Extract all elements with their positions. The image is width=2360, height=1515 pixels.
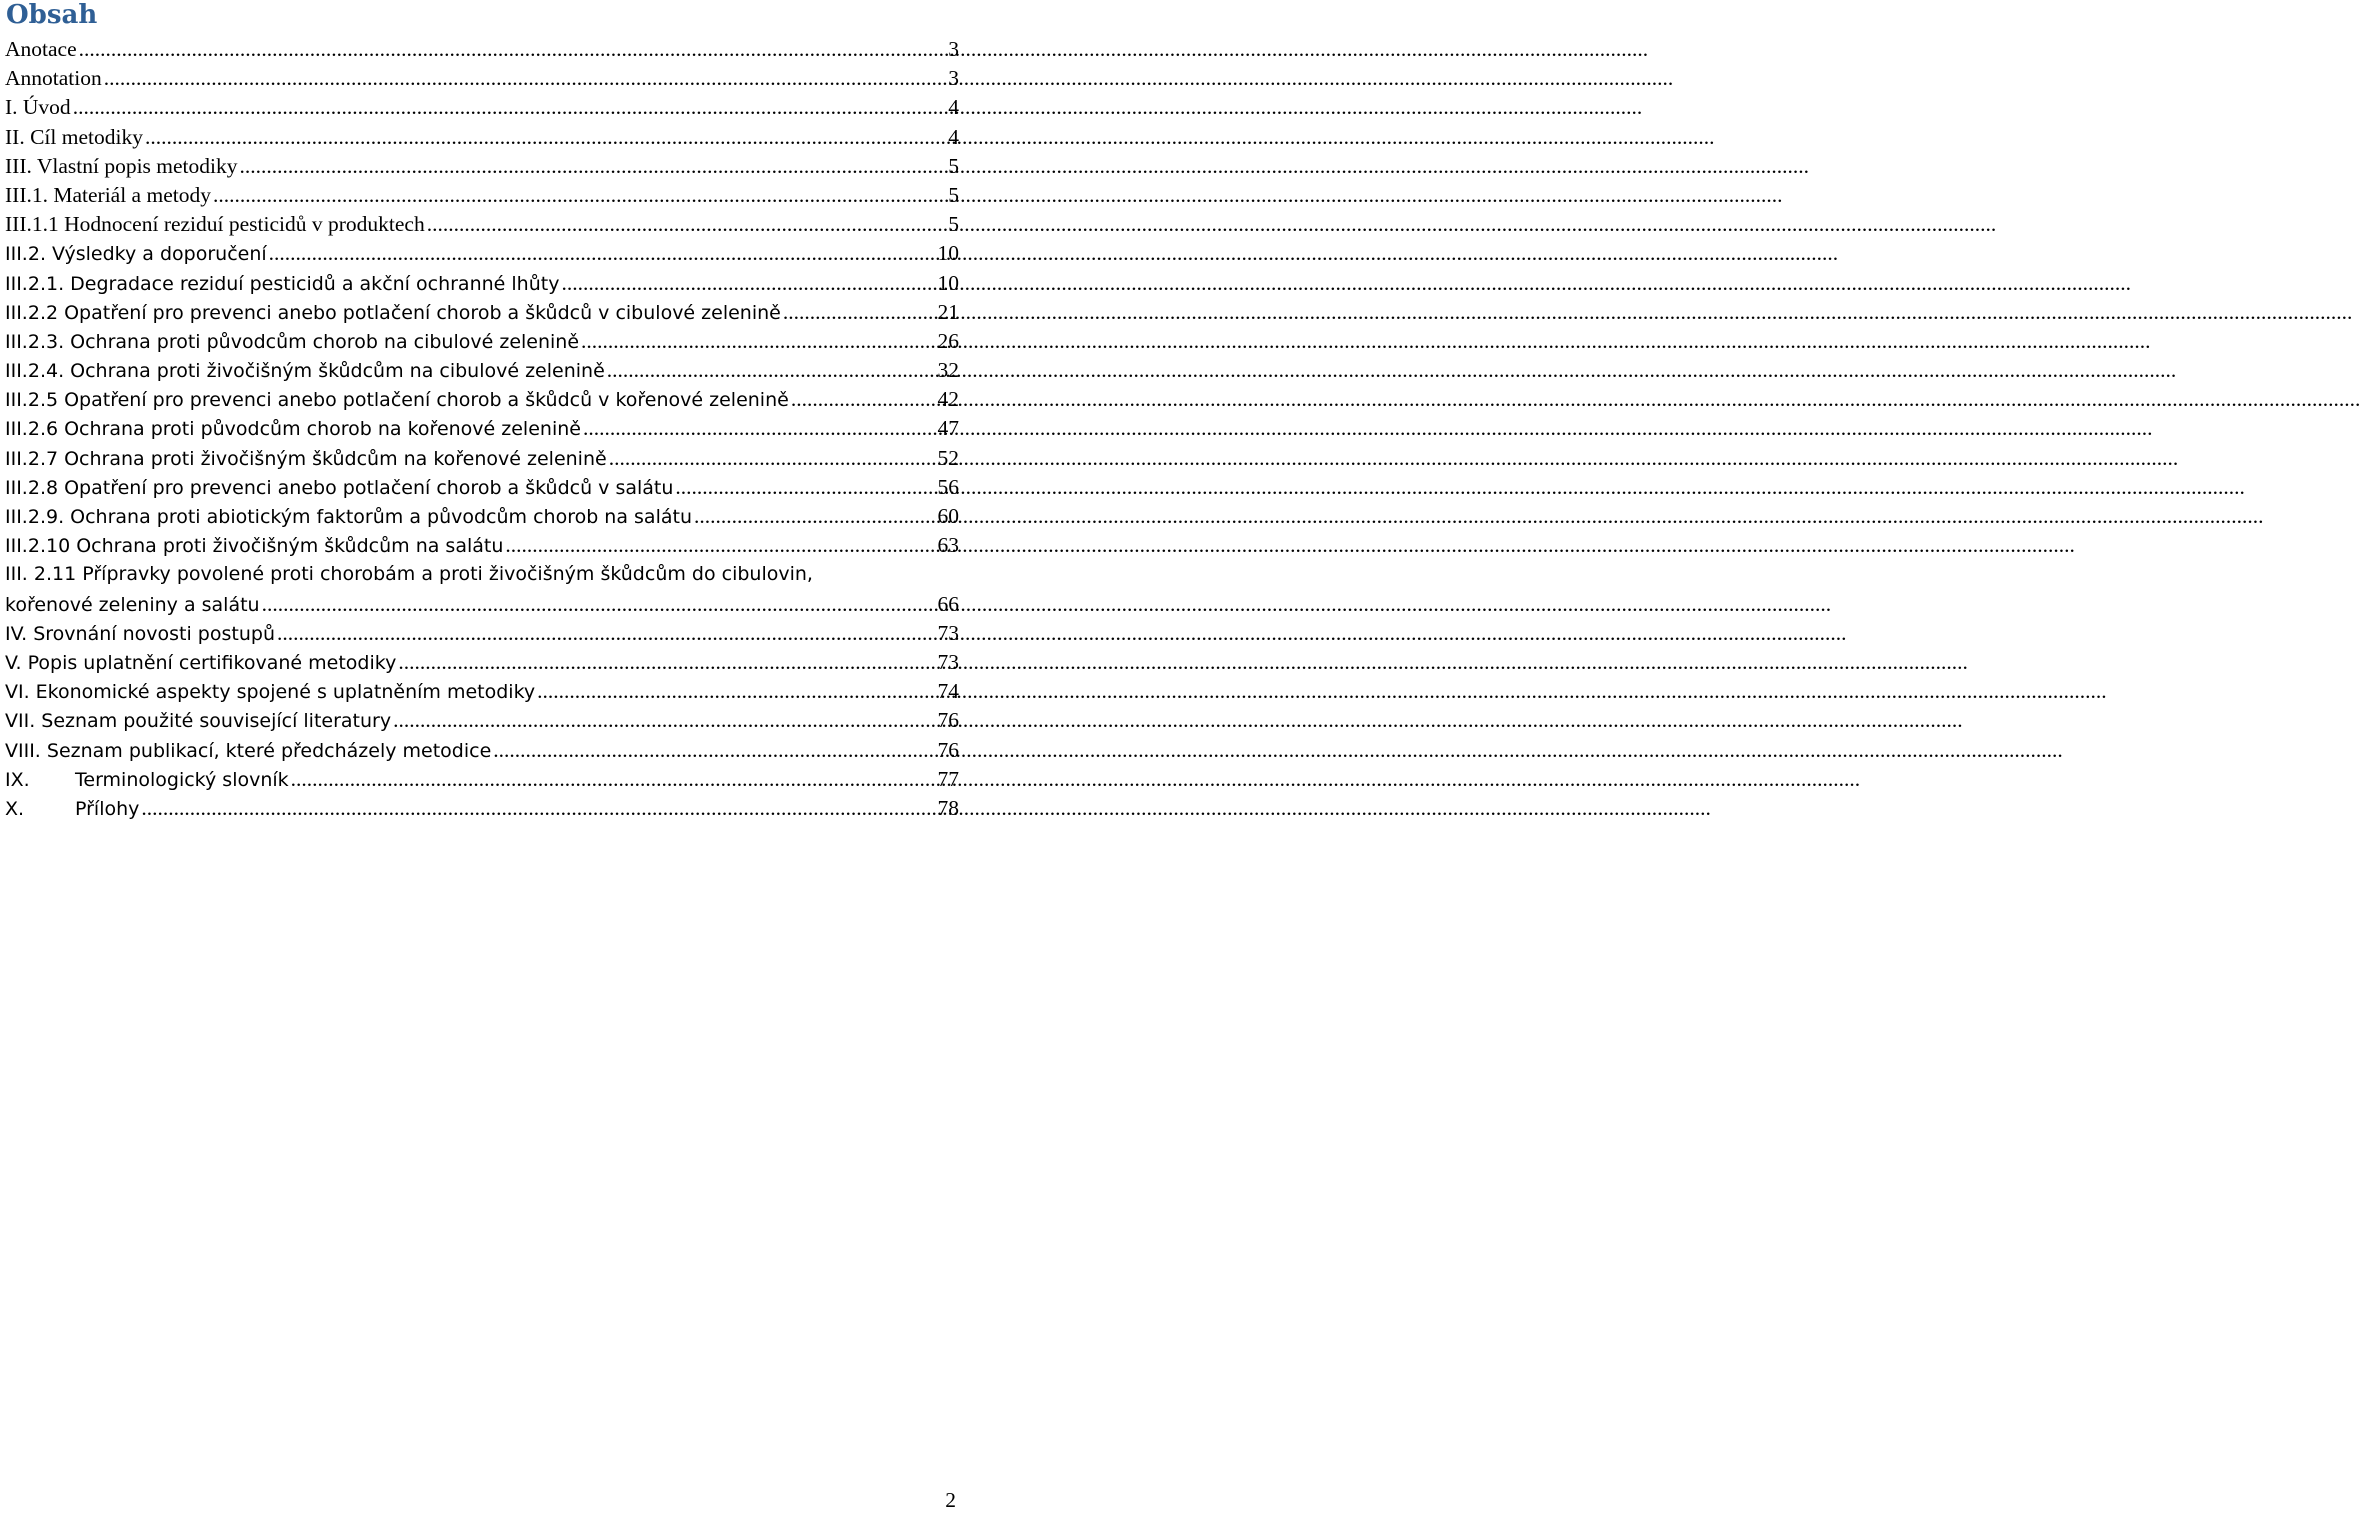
toc-entry-label: VII. Seznam použité související literatury <box>5 710 392 733</box>
toc-entry[interactable] <box>5 414 959 443</box>
toc-entry-page: 5 <box>948 182 959 207</box>
toc-title: Obsah <box>6 0 98 30</box>
toc-entry[interactable] <box>5 648 959 677</box>
leader-dots <box>581 327 935 356</box>
toc-entry-page: 5 <box>948 153 959 178</box>
toc-entry[interactable] <box>5 123 959 152</box>
toc-entry[interactable] <box>5 794 959 823</box>
leader-dots <box>427 210 947 239</box>
toc-entry-label: II. Cíl metodiky <box>5 124 143 149</box>
toc-entry[interactable] <box>5 473 959 502</box>
leader-dots <box>791 385 936 414</box>
toc-entry-label: VI. Ekonomické aspekty spojené s uplatněním metodiky <box>5 681 536 704</box>
toc-entry-label: III.2.9. Ochrana proti abiotickým faktorům a původcům chorob na salátu <box>5 506 692 528</box>
toc-entry-page: 5 <box>948 212 959 237</box>
leader-dots <box>104 64 947 93</box>
toc-entry[interactable] <box>5 210 959 239</box>
toc-entry[interactable] <box>5 706 959 735</box>
toc-entry-label <box>5 766 289 795</box>
toc-entry-label: III.2.4. Ochrana proti živočišným škůdcům na cibulové zelenině <box>5 360 605 383</box>
toc-entry-page: 73 <box>937 620 959 645</box>
leader-dots <box>79 35 947 64</box>
toc-entry-label: V. Popis uplatnění certifikované metodiky <box>5 651 397 674</box>
toc-entry-label: VIII. Seznam publikací, které předcházely metodice <box>5 739 492 762</box>
toc-entry[interactable] <box>5 298 959 327</box>
page-number: 2 <box>945 1488 956 1512</box>
toc-entry[interactable] <box>5 385 959 414</box>
toc-entry-label: I. Úvod <box>5 95 71 120</box>
toc-entry-page: 63 <box>937 533 959 558</box>
leader-dots <box>609 444 936 473</box>
leader-dots <box>141 794 935 823</box>
leader-dots <box>240 152 947 181</box>
leader-dots <box>145 123 946 152</box>
toc-entry-label: III.2.1. Degradace reziduí pesticidů a akční ochranné lhůty <box>5 272 560 295</box>
leader-dots <box>583 414 936 443</box>
toc-entry-number: IX. <box>5 768 30 791</box>
toc-entry-page: 3 <box>948 66 959 91</box>
toc-entry-label: III.2.8 Opatření pro prevenci anebo potlačení chorob a škůdců v salátu <box>5 476 674 499</box>
leader-dots <box>675 473 935 502</box>
toc-entry-label: III.2.7 Ochrana proti živočišným škůdcům na kořenové zelenině <box>5 447 607 470</box>
toc-entry-label: III.1.1 Hodnocení reziduí pesticidů v produktech <box>5 212 425 237</box>
table-of-contents <box>5 35 959 823</box>
toc-entry-page: 76 <box>937 737 959 762</box>
toc-entry-page: 47 <box>937 416 959 441</box>
toc-entry[interactable] <box>5 736 959 765</box>
toc-entry-page: 4 <box>948 124 959 149</box>
leader-dots <box>393 706 935 735</box>
toc-entry-label: III. Vlastní popis metodiky <box>5 153 238 178</box>
toc-entry[interactable] <box>5 356 959 385</box>
leader-dots <box>493 736 935 765</box>
toc-entry[interactable] <box>5 531 959 560</box>
toc-entry[interactable] <box>5 93 959 122</box>
toc-entry[interactable] <box>5 35 959 64</box>
leader-dots <box>73 93 947 122</box>
toc-entry[interactable] <box>5 269 959 298</box>
toc-entry-label <box>5 795 139 824</box>
leader-dots <box>262 590 936 619</box>
toc-entry[interactable] <box>5 619 959 648</box>
toc-entry-page: 52 <box>937 445 959 470</box>
toc-entry-page: 21 <box>937 299 959 324</box>
toc-entry-label: III.2.6 Ochrana proti původcům chorob na kořenové zelenině <box>5 418 581 441</box>
toc-entry-page: 56 <box>937 474 959 499</box>
toc-entry[interactable] <box>5 327 959 356</box>
toc-entry-label: III.2.10 Ochrana proti živočišným škůdcům na salátu <box>5 535 504 558</box>
toc-entry-page: 10 <box>937 241 959 266</box>
toc-entry-page: 4 <box>948 95 959 120</box>
toc-entry-text: Přílohy <box>75 797 140 820</box>
toc-entry[interactable] <box>5 502 959 531</box>
leader-dots <box>694 502 936 531</box>
leader-dots <box>607 356 936 385</box>
toc-entry-label-line1: III. 2.11 Přípravky povolené proti chorobám a proti živočišným škůdcům do cibulovin, <box>5 563 813 586</box>
toc-entry-page: 74 <box>937 679 959 704</box>
toc-entry-label: III.1. Materiál a metody <box>5 182 211 207</box>
toc-entry[interactable] <box>5 677 959 706</box>
leader-dots <box>537 677 935 706</box>
toc-entry-page: 76 <box>937 708 959 733</box>
toc-entry-label-line2: kořenové zeleniny a salátu <box>5 593 260 616</box>
leader-dots <box>277 619 936 648</box>
toc-entry-page: 78 <box>937 795 959 820</box>
toc-entry[interactable] <box>5 181 959 210</box>
toc-entry[interactable] <box>5 560 959 618</box>
leader-dots <box>291 765 936 794</box>
toc-entry-page: 42 <box>937 387 959 412</box>
toc-entry-page: 73 <box>937 649 959 674</box>
toc-entry[interactable] <box>5 64 959 93</box>
toc-entry-page: 3 <box>948 37 959 61</box>
toc-entry-page: 60 <box>937 504 959 528</box>
toc-entry-label: III.2. Výsledky a doporučení <box>5 243 267 266</box>
toc-entry-number: X. <box>5 797 25 820</box>
toc-entry[interactable] <box>5 239 959 268</box>
toc-entry-label: III.2.2 Opatření pro prevenci anebo potlačení chorob a škůdců v cibulové zelenině <box>5 301 781 324</box>
leader-dots <box>213 181 946 210</box>
leader-dots <box>505 531 935 560</box>
toc-entry-label: Annotation <box>5 66 102 91</box>
toc-entry-page: 66 <box>937 591 959 616</box>
toc-entry[interactable] <box>5 444 959 473</box>
leader-dots <box>269 239 936 268</box>
toc-entry-label: Anotace <box>5 37 77 61</box>
toc-entry-text: Terminologický slovník <box>75 768 289 791</box>
leader-dots <box>783 298 936 327</box>
toc-entry-page: 26 <box>937 328 959 353</box>
leader-dots <box>561 269 935 298</box>
toc-entry[interactable] <box>5 152 959 181</box>
toc-entry-label: III.2.5 Opatření pro prevenci anebo potlačení chorob a škůdců v kořenové zelenině <box>5 389 789 412</box>
toc-entry-page: 32 <box>937 358 959 383</box>
toc-entry[interactable] <box>5 765 959 794</box>
toc-entry-page: 77 <box>937 766 959 791</box>
toc-entry-label: IV. Srovnání novosti postupů <box>5 622 275 645</box>
leader-dots <box>398 648 935 677</box>
toc-entry-label: III.2.3. Ochrana proti původcům chorob na cibulové zelenině <box>5 330 580 353</box>
toc-entry-page: 10 <box>937 270 959 295</box>
